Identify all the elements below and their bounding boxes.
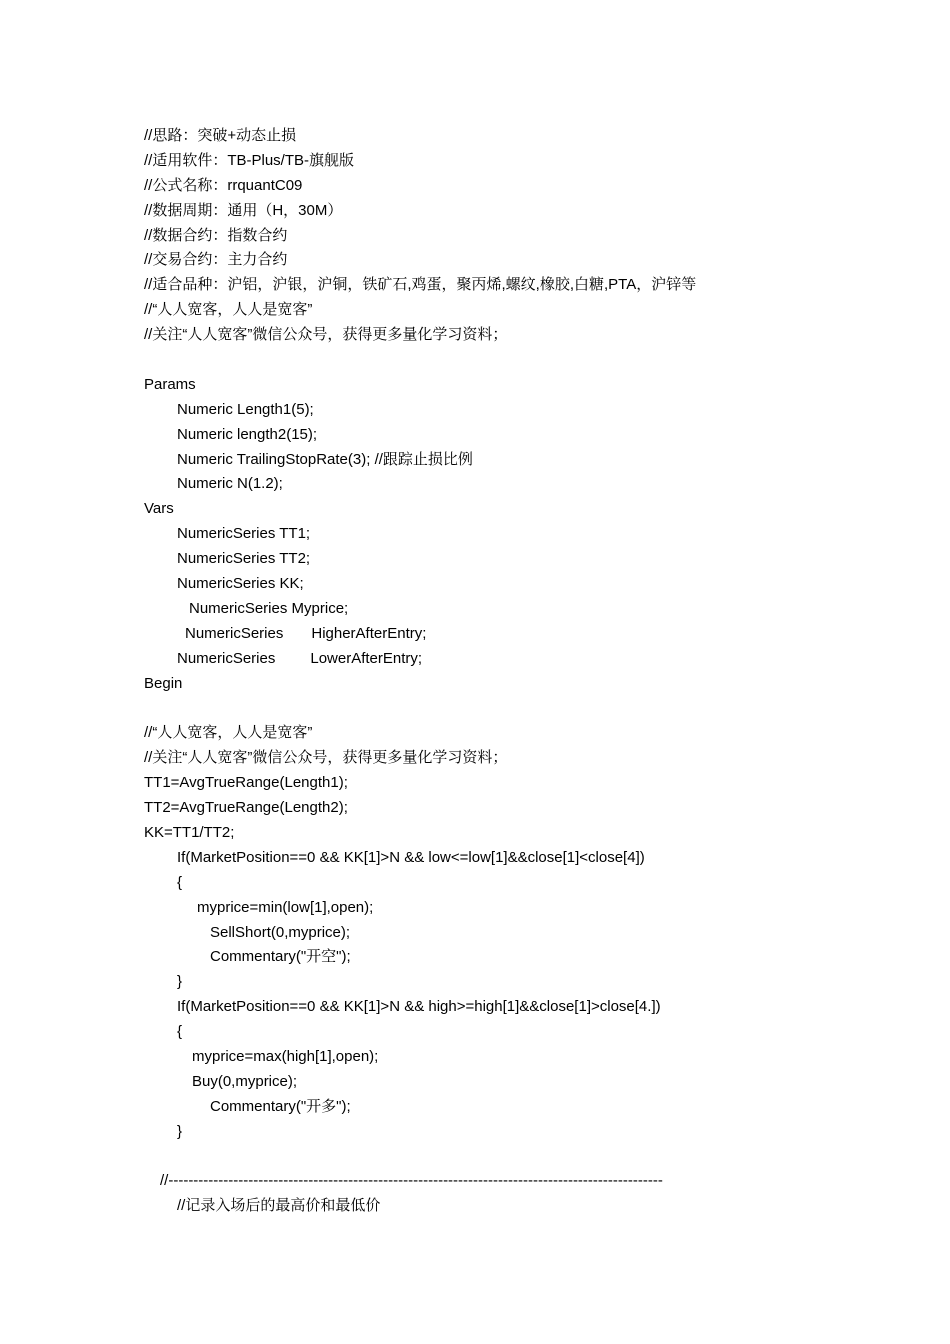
param-length1: Numeric Length1(5); (177, 400, 314, 418)
var-myprice: NumericSeries Myprice; (189, 599, 349, 617)
params-keyword: Params (144, 375, 196, 393)
var-kk: NumericSeries KK; (177, 575, 304, 593)
long-condition: If(MarketPosition==0 && KK[1]>N && high>=high[1]&&close[1]>close[4.]) (177, 998, 661, 1016)
var-type: NumericSeries (185, 624, 284, 642)
comment-formula-name: //公式名称：rrquantC09 (144, 176, 303, 194)
comment-slogan: //“人人宽客，人人是宽客” (144, 301, 313, 319)
var-identifier: HigherAfterEntry; (311, 624, 427, 642)
long-price: myprice=max(high[1],open); (192, 1047, 379, 1065)
vars-keyword: Vars (144, 500, 174, 518)
comment-data-period: //数据周期：通用（H，30M） (144, 201, 343, 219)
param-length2: Numeric length2(15); (177, 425, 318, 443)
var-lower-after-entry (144, 647, 864, 672)
param-n: Numeric N(1.2); (177, 475, 283, 493)
blank-line (144, 1145, 864, 1170)
short-price: myprice=min(low[1],open); (197, 898, 374, 916)
comment-instruments: //适合品种：沪铝，沪银，沪铜，铁矿石,鸡蛋，聚丙烯,螺纹,橡胶,白糖,PTA，沪锌等 (144, 276, 697, 294)
comment-strategy: //思路：突破+动态止损 (144, 127, 297, 144)
comment-data-contract: //数据合约：指数合约 (144, 226, 288, 244)
short-condition: If(MarketPosition==0 && KK[1]>N && low<=low[1]&&close[1]<close[4]) (177, 848, 645, 866)
body-comment-slogan: //“人人宽客，人人是宽客” (144, 724, 313, 742)
begin-keyword: Begin (144, 674, 183, 692)
blank-line (144, 696, 864, 721)
code-listing (144, 124, 864, 1219)
long-order: Buy(0,myprice); (192, 1072, 298, 1090)
calc-tt1: TT1=AvgTrueRange(Length1); (144, 774, 348, 792)
record-comment: //记录入场后的最高价和最低价 (177, 1197, 381, 1215)
short-open-brace: { (177, 873, 183, 891)
comment-software: //适用软件：TB-Plus/TB-旗舰版 (144, 151, 355, 169)
short-commentary: Commentary("开空"); (210, 948, 351, 966)
separator-comment: //--------------------------------------------------------------------------------------------------- (160, 1172, 663, 1190)
calc-kk: KK=TT1/TT2; (144, 823, 235, 841)
short-close-brace: } (177, 973, 183, 991)
long-commentary: Commentary("开多"); (210, 1097, 351, 1115)
var-tt1: NumericSeries TT1; (177, 525, 311, 543)
comment-follow: //关注“人人宽客”微信公众号，获得更多量化学习资料； (144, 326, 508, 344)
blank-line (144, 348, 864, 373)
var-higher-after-entry (144, 622, 864, 647)
long-close-brace: } (177, 1122, 183, 1140)
calc-tt2: TT2=AvgTrueRange(Length2); (144, 799, 348, 817)
body-comment-follow: //关注“人人宽客”微信公众号，获得更多量化学习资料； (144, 749, 508, 767)
short-order: SellShort(0,myprice); (210, 923, 351, 941)
param-trailing-stop-rate: Numeric TrailingStopRate(3); //跟踪止损比例 (177, 450, 473, 468)
var-type: NumericSeries (177, 649, 276, 667)
var-identifier: LowerAfterEntry; (310, 649, 423, 667)
comment-trade-contract: //交易合约：主力合约 (144, 251, 288, 269)
var-tt2: NumericSeries TT2; (177, 550, 311, 568)
long-open-brace: { (177, 1023, 183, 1041)
